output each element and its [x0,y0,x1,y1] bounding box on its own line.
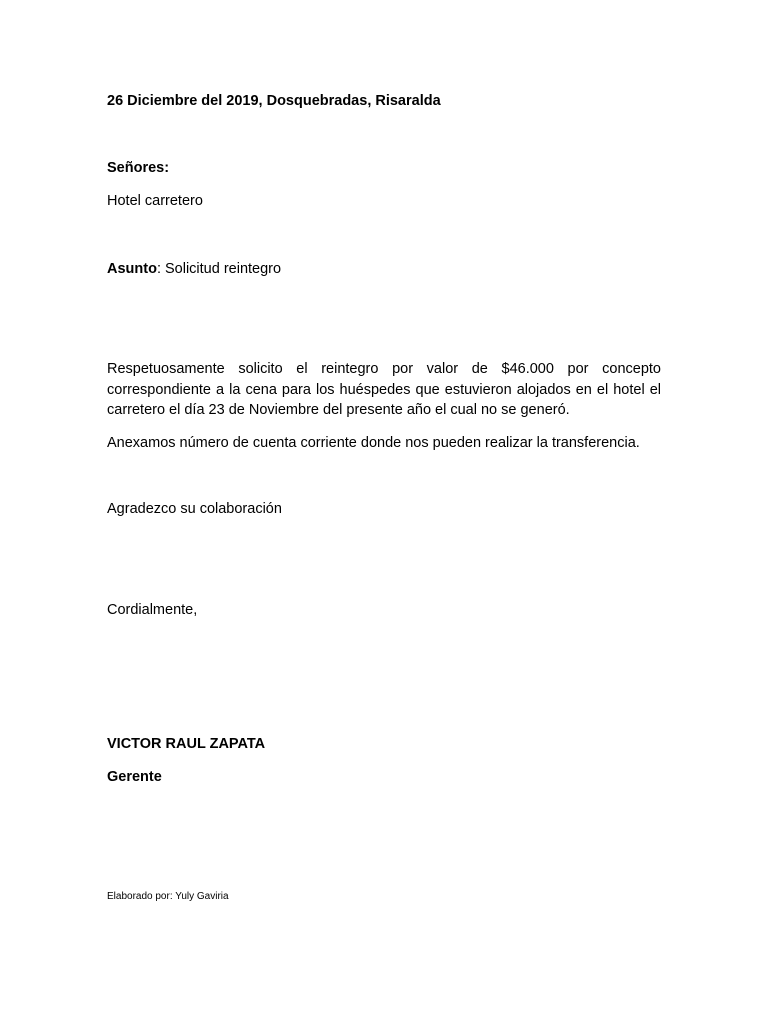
closing-line: Cordialmente, [107,602,198,618]
signer-title: Gerente [107,769,162,785]
recipient: Hotel carretero [107,193,203,209]
subject-text: Solicitud reintegro [165,261,282,277]
signer-name: VICTOR RAUL ZAPATA [107,736,266,752]
subject-label: Asunto [107,261,157,277]
subject-separator: : [156,261,165,277]
thanks-line: Agradezco su colaboración [107,501,282,517]
date-line: 26 Diciembre del 2019, Dosquebradas, Risaralda [107,93,441,109]
salutation: Señores: [107,160,170,176]
body-paragraph: Respetuosamente solicito el reintegro por valor de $46.000 por concepto correspondiente a la cena para los huéspedes que estuvieron alojados en el hotel el carretero el día 23 de Noviembre del presente año el cual no se generó. [107,361,661,418]
prepared-by: Elaborado por: Yuly Gaviria [107,891,229,902]
annex-paragraph: Anexamos número de cuenta corriente donde nos pueden realizar la transferencia. [107,435,640,451]
subject-line [107,259,281,279]
